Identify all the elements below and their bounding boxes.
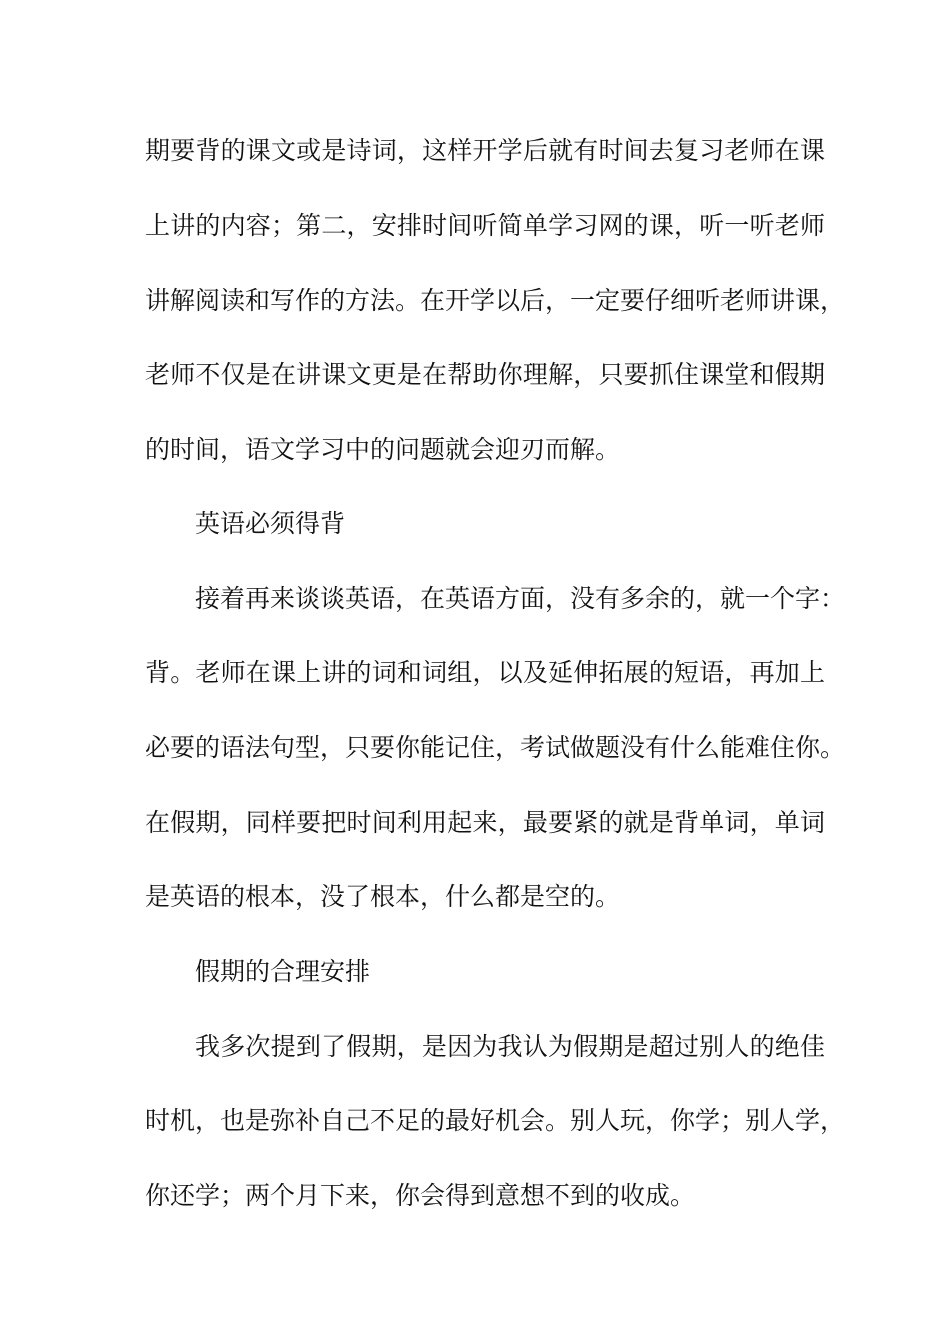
paragraph-line: 在假期，同样要把时间利用起来，最要紧的就是背单词，单词 xyxy=(145,808,825,837)
paragraph-line: 的时间，语文学习中的问题就会迎刃而解。 xyxy=(145,435,621,464)
paragraph-line: 时机，也是弥补自己不足的最好机会。别人玩，你学；别人学， xyxy=(145,1106,846,1135)
paragraph-line: 是英语的根本，没了根本，什么都是空的。 xyxy=(145,882,621,911)
paragraph-line: 老师不仅是在讲课文更是在帮助你理解，只要抓住课堂和假期 xyxy=(145,360,825,389)
paragraph-line: 必要的语法句型，只要你能记住，考试做题没有什么能难住你。 xyxy=(145,733,846,762)
paragraph-line: 期要背的课文或是诗词，这样开学后就有时间去复习老师在课 xyxy=(145,136,825,165)
paragraph-line: 我多次提到了假期，是因为我认为假期是超过别人的绝佳 xyxy=(195,1032,825,1061)
paragraph-line: 你还学；两个月下来，你会得到意想不到的收成。 xyxy=(145,1181,696,1210)
section-heading: 假期的合理安排 xyxy=(195,957,371,986)
paragraph-line: 背。老师在课上讲的词和词组，以及延伸拓展的短语，再加上 xyxy=(145,658,825,687)
paragraph-line: 接着再来谈谈英语，在英语方面，没有多余的，就一个字： xyxy=(195,584,846,613)
paragraph-line: 上讲的内容；第二，安排时间听简单学习网的课，听一听老师 xyxy=(145,211,825,240)
section-heading: 英语必须得背 xyxy=(195,509,346,538)
paragraph-line: 讲解阅读和写作的方法。在开学以后，一定要仔细听老师讲课， xyxy=(145,286,846,315)
